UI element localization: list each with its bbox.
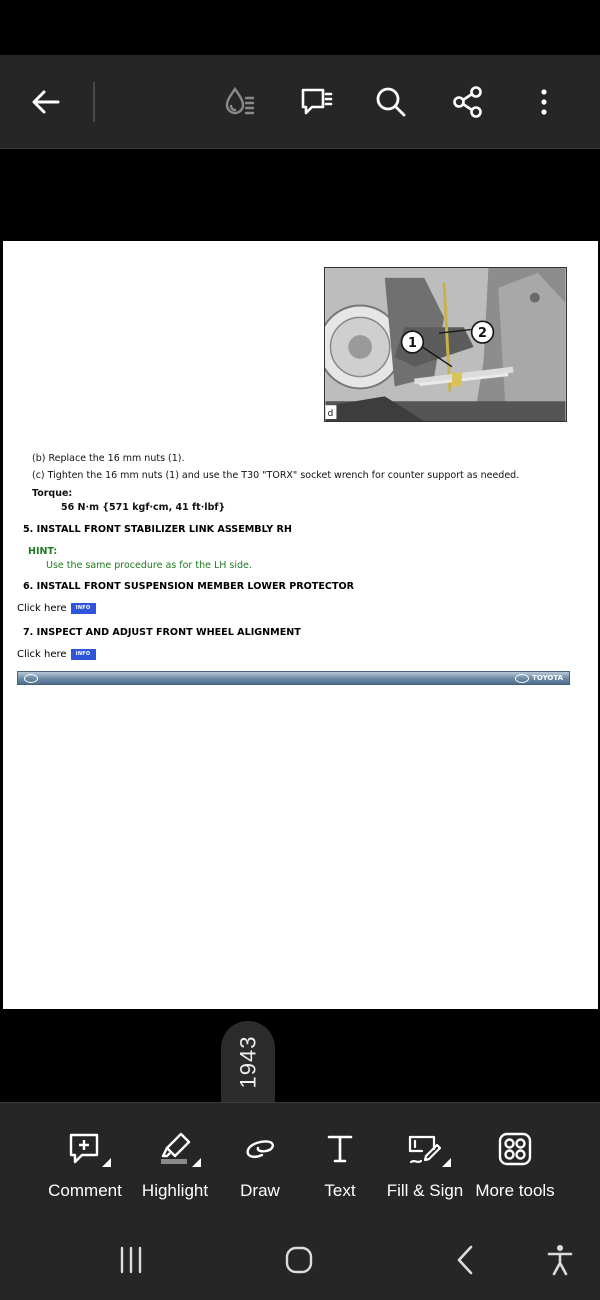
tool-label: Comment: [48, 1181, 122, 1200]
accessibility-icon[interactable]: [540, 1240, 580, 1280]
comment-list-icon[interactable]: [294, 80, 338, 124]
toyota-emblem-icon: [515, 674, 529, 683]
tool-highlight[interactable]: [130, 1129, 220, 1201]
info-badge[interactable]: INFO: [71, 603, 96, 614]
figure-corner-label: d: [327, 409, 334, 420]
hint-label: HINT:: [28, 546, 58, 557]
tool-draw[interactable]: [215, 1129, 305, 1201]
more-tools-icon: [495, 1129, 535, 1169]
tool-label: Fill & Sign: [386, 1181, 464, 1200]
step-c-text: (c) Tighten the 16 mm nuts (1) and use the T30 "TORX" socket wrench for counter support as needed.: [32, 470, 520, 481]
footer-brand-text: TOYOTA: [532, 674, 563, 682]
torque-value: 56 N·m {571 kgf·cm, 41 ft·lbf}: [61, 502, 226, 513]
back-arrow-icon[interactable]: [24, 80, 68, 124]
page-number: 1943: [234, 1035, 260, 1089]
comment-add-icon: [65, 1129, 105, 1169]
click-here-link-2[interactable]: [17, 649, 96, 660]
hint-text: Use the same procedure as for the LH side.: [46, 560, 252, 571]
home-icon[interactable]: [279, 1240, 319, 1280]
document-viewer[interactable]: [0, 150, 600, 1102]
tool-text[interactable]: [295, 1129, 385, 1201]
figure-callout-2: 2: [478, 326, 487, 342]
tool-more-tools[interactable]: [470, 1129, 560, 1201]
tool-label: Text: [324, 1181, 356, 1200]
more-vertical-icon[interactable]: [522, 80, 566, 124]
system-nav-bar: [0, 1220, 600, 1300]
figure-callout-1: 1: [407, 335, 417, 351]
footer-brand: [515, 674, 563, 683]
section-5-heading: 5. INSTALL FRONT STABILIZER LINK ASSEMBLY RH: [23, 524, 292, 535]
section-7-heading: 7. INSPECT AND ADJUST FRONT WHEEL ALIGNMENT: [23, 627, 301, 638]
tool-comment[interactable]: [40, 1129, 130, 1201]
top-toolbar: [0, 55, 600, 149]
search-icon[interactable]: [369, 80, 413, 124]
tool-label: Draw: [240, 1181, 280, 1200]
click-here-label[interactable]: Click here: [17, 603, 67, 614]
toyota-emblem-icon: [24, 674, 38, 683]
tool-fill-sign[interactable]: [380, 1129, 470, 1201]
repair-illustration: [324, 267, 567, 422]
tool-label: More tools: [475, 1181, 555, 1200]
torque-label: Torque:: [32, 488, 73, 499]
share-icon[interactable]: [446, 80, 490, 124]
fill-sign-icon: [405, 1129, 445, 1169]
pdf-page: [3, 241, 598, 1009]
info-badge[interactable]: INFO: [71, 649, 96, 660]
manual-footer-bar: [17, 671, 570, 685]
text-icon: [320, 1129, 360, 1169]
click-here-link-1[interactable]: [17, 603, 96, 614]
tool-label: Highlight: [141, 1181, 209, 1200]
status-bar: [0, 0, 600, 55]
highlighter-icon: [155, 1129, 195, 1169]
draw-icon: [240, 1129, 280, 1169]
liquid-mode-icon[interactable]: [217, 80, 261, 124]
recent-apps-icon[interactable]: [111, 1240, 151, 1280]
back-icon[interactable]: [447, 1240, 487, 1280]
click-here-label[interactable]: Click here: [17, 649, 67, 660]
section-6-heading: 6. INSTALL FRONT SUSPENSION MEMBER LOWER PROTECTOR: [23, 581, 355, 592]
page-number-indicator[interactable]: [221, 1021, 275, 1103]
step-b-text: (b) Replace the 16 mm nuts (1).: [32, 453, 185, 464]
toolbar-divider: [93, 82, 95, 122]
bottom-toolbar: [0, 1102, 600, 1220]
